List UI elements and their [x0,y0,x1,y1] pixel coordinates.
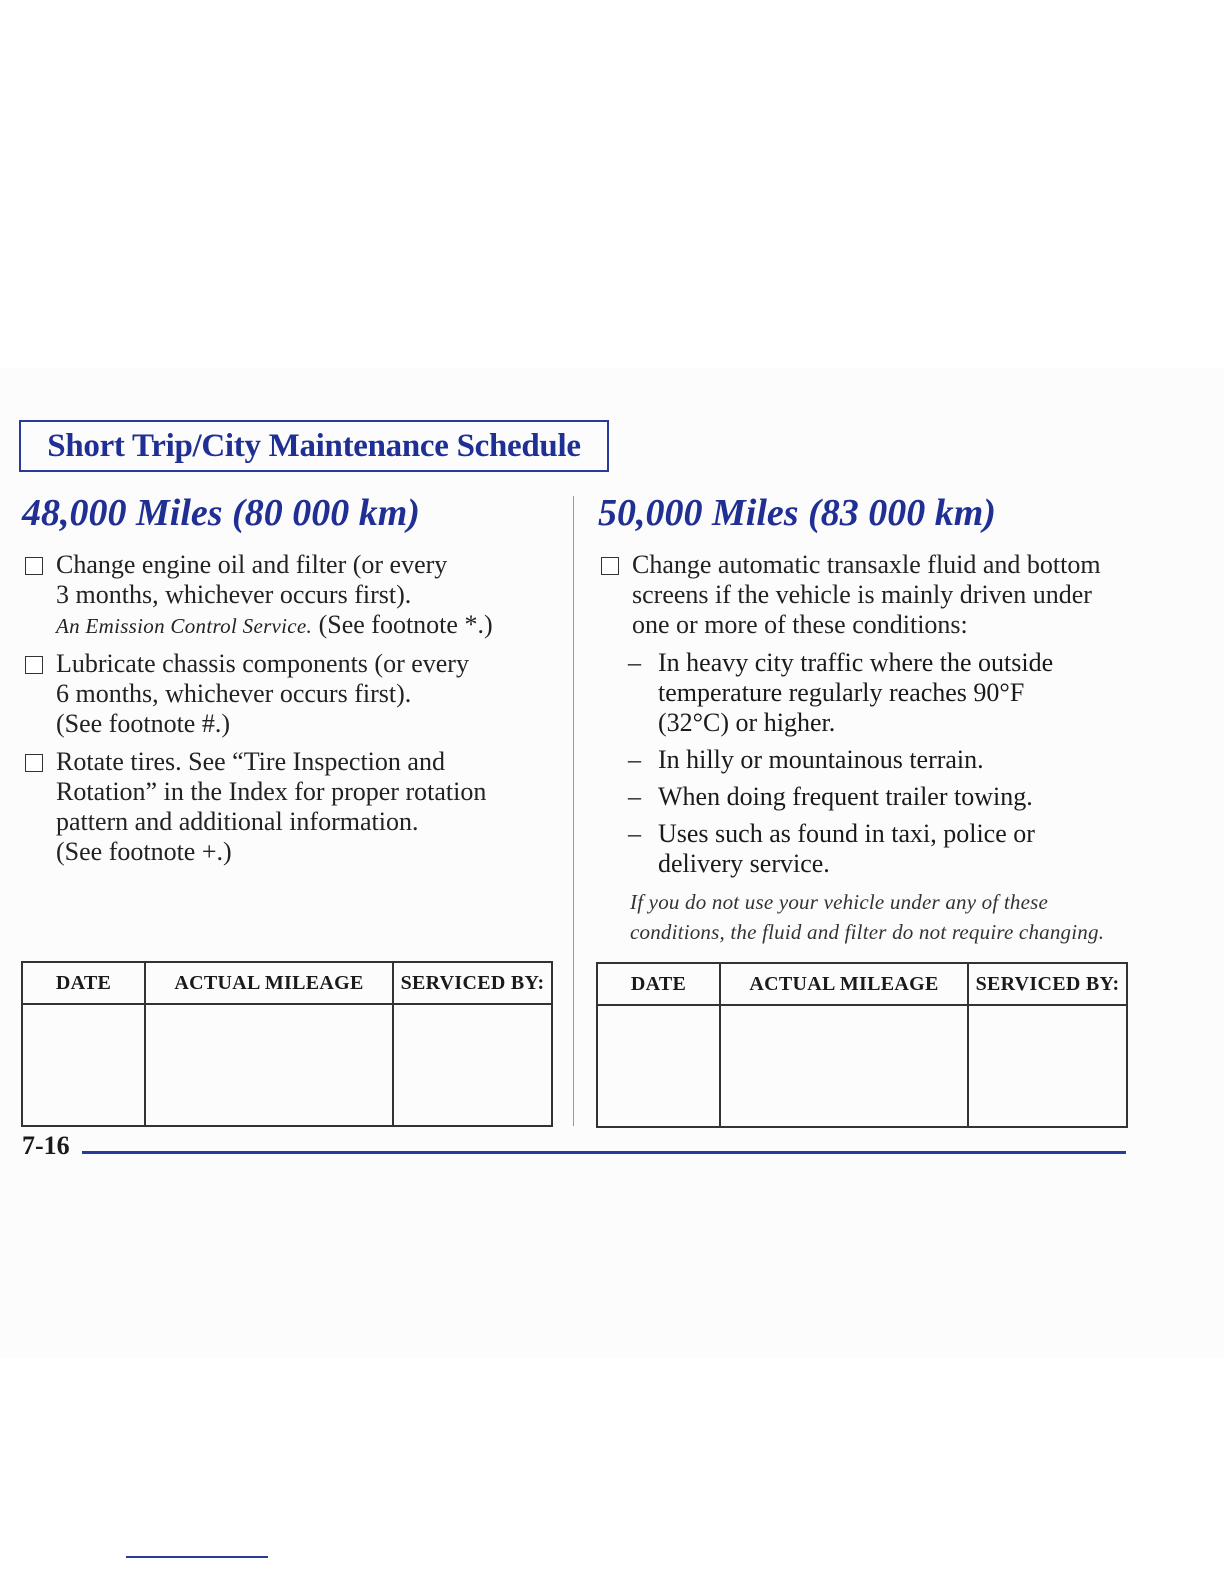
task-line: 3 months, whichever occurs first). [56,580,412,609]
date-cell[interactable] [22,1004,145,1126]
bottom-stroke [126,1556,268,1558]
column-header-date: DATE [22,962,145,1004]
table-row [22,1004,552,1126]
dash-bullet: – [628,782,641,811]
column-divider [573,496,574,1126]
note-line: If you do not use your vehicle under any of these [630,890,1049,914]
condition-line: In hilly or mountainous terrain. [658,745,984,774]
condition-item [598,648,1138,738]
task-line: (See footnote +.) [56,837,232,866]
mileage-cell[interactable] [145,1004,393,1126]
emission-control-note: An Emission Control Service. [56,614,313,638]
task-line: pattern and additional information. [56,807,419,836]
task-line: one or more of these conditions: [632,610,968,639]
condition-line: (32°C) or higher. [658,708,836,737]
mileage-heading-50000: 50,000 Miles (83 000 km) [598,492,996,534]
section-title: Short Trip/City Maintenance Schedule [19,420,609,472]
checkbox[interactable] [25,656,43,674]
condition-item [598,819,1138,879]
dash-bullet: – [628,648,641,677]
condition-item [598,782,1138,812]
task-line: Lubricate chassis components (or every [56,649,469,678]
checkbox[interactable] [601,557,619,575]
table-header-row [597,963,1127,1005]
table-row [597,1005,1127,1127]
note-line: conditions, the fluid and filter do not require changing. [630,920,1105,944]
mileage-cell[interactable] [720,1005,968,1127]
task-line [56,610,562,641]
task-change-transaxle-fluid [598,550,1138,640]
right-column [598,488,1138,947]
condition-line: When doing frequent trailer towing. [658,782,1033,811]
column-header-actual-mileage: ACTUAL MILEAGE [720,963,968,1005]
column-header-serviced-by: SERVICED BY: [968,963,1127,1005]
page-number: 7-16 [22,1131,70,1160]
task-change-engine-oil [22,550,562,641]
service-record-table-48000 [21,961,553,1127]
dash-bullet: – [628,819,641,848]
task-line: 6 months, whichever occurs first). [56,679,412,708]
condition-line: delivery service. [658,849,830,878]
mileage-heading-48000: 48,000 Miles (80 000 km) [22,492,420,534]
serviced-by-cell[interactable] [393,1004,552,1126]
table-header-row [22,962,552,1004]
column-header-serviced-by: SERVICED BY: [393,962,552,1004]
task-line: screens if the vehicle is mainly driven under [632,580,1092,609]
task-lubricate-chassis [22,649,562,739]
condition-line: Uses such as found in taxi, police or [658,819,1035,848]
conditions-list [598,648,1138,879]
dash-bullet: – [628,745,641,774]
condition-line: In heavy city traffic where the outside [658,648,1054,677]
checkbox[interactable] [25,557,43,575]
conditions-note [598,887,1138,947]
left-column [22,488,562,875]
task-rotate-tires [22,747,562,867]
column-header-date: DATE [597,963,720,1005]
task-line: Rotate tires. See “Tire Inspection and [56,747,445,776]
footnote-ref: (See footnote *.) [312,610,493,639]
service-record-table-50000 [596,962,1128,1128]
task-line: Rotation” in the Index for proper rotation [56,777,487,806]
serviced-by-cell[interactable] [968,1005,1127,1127]
task-line: (See footnote #.) [56,709,231,738]
checkbox[interactable] [25,754,43,772]
condition-line: temperature regularly reaches 90°F [658,678,1025,707]
task-line: Change engine oil and filter (or every [56,550,448,579]
condition-item [598,745,1138,775]
task-line: Change automatic transaxle fluid and bottom [632,550,1101,579]
date-cell[interactable] [597,1005,720,1127]
footer-rule [82,1151,1126,1154]
column-header-actual-mileage: ACTUAL MILEAGE [145,962,393,1004]
